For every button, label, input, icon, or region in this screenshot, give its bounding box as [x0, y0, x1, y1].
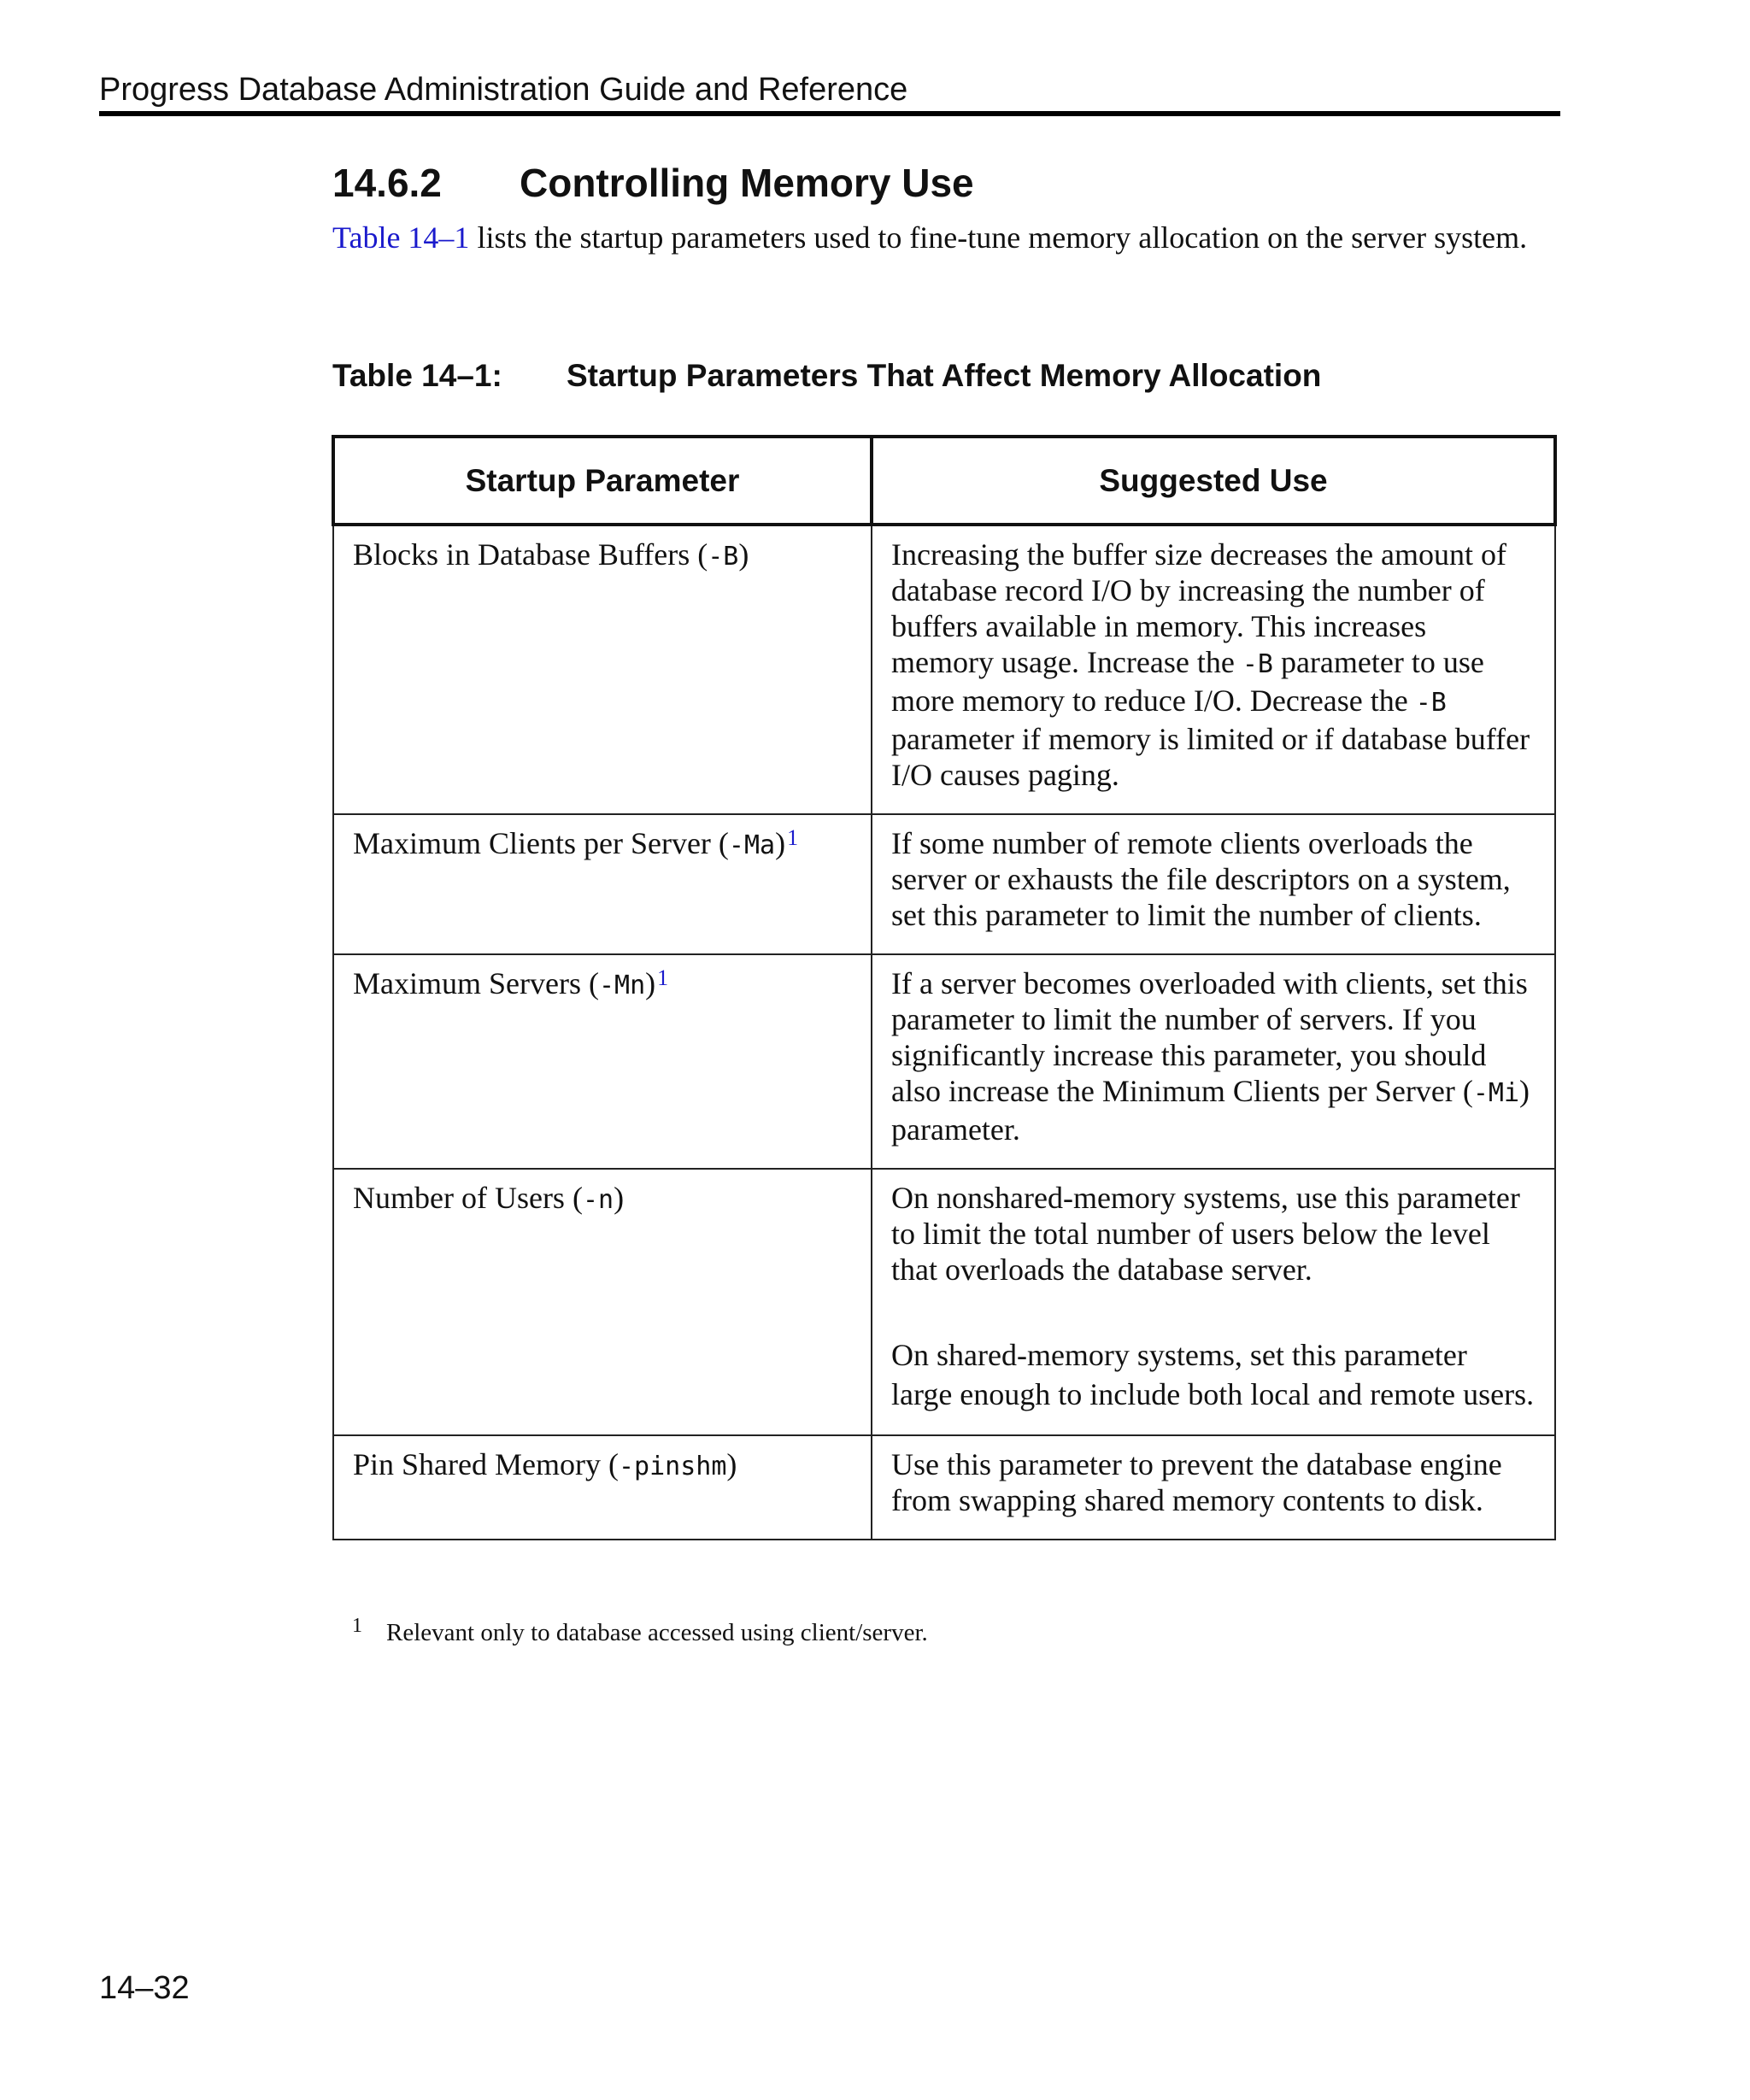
parameter-cell: Pin Shared Memory (-pinshm)	[333, 1435, 872, 1540]
parameter-code: -n	[582, 1185, 614, 1215]
table-row	[333, 1169, 1555, 1435]
parameter-code: -pinshm	[618, 1452, 727, 1481]
inline-code: -Mi	[1472, 1078, 1520, 1108]
section-number: 14.6.2	[332, 161, 442, 205]
section-title: Controlling Memory Use	[520, 161, 974, 205]
intro-text: lists the startup parameters used to fine-tune memory allocation on the server system.	[469, 220, 1528, 255]
table-header-row	[333, 437, 1555, 525]
table-row	[333, 1435, 1555, 1540]
suggested-use-cell: Increasing the buffer size decreases the amount of database record I/O by increasing the number of buffers available in memory. This increases memory usage. Increase the -B parameter to use more memory to reduce I/O. Decrease the -B parameter if memory is limited or if database buffer I/O causes paging.	[872, 525, 1555, 814]
table-cross-reference-link[interactable]: Table 14–1	[332, 220, 470, 255]
table-caption	[332, 350, 1321, 402]
footnote-mark: 1	[352, 1615, 362, 1637]
table-row	[333, 525, 1555, 814]
parameter-cell: Blocks in Database Buffers (-B)	[333, 525, 872, 814]
table-caption-title: Startup Parameters That Affect Memory Allocation	[567, 358, 1322, 393]
suggested-use-cell: If some number of remote clients overloads the server or exhausts the file descriptors on a system, set this parameter to limit the number of clients.	[872, 814, 1555, 954]
suggested-use-cell: Use this parameter to prevent the database engine from swapping shared memory contents to disk.	[872, 1435, 1555, 1540]
page-number: 14–32	[99, 1970, 190, 2006]
parameter-code: -Ma	[728, 830, 776, 860]
parameter-cell: Maximum Servers (-Mn)$^1$	[333, 954, 872, 1169]
footnote-reference-link[interactable]: 1	[787, 825, 799, 850]
column-header-suggested-use: Suggested Use	[872, 437, 1555, 525]
inline-code: -B	[1242, 649, 1273, 679]
table-row	[333, 954, 1555, 1169]
startup-parameters-table	[332, 435, 1557, 1540]
parameter-cell: Maximum Clients per Server (-Ma)$^1$	[333, 814, 872, 954]
inline-code: -B	[1415, 688, 1447, 718]
table-row	[333, 814, 1555, 954]
footnote-reference-link[interactable]: 1	[657, 965, 669, 990]
parameter-code: -B	[708, 542, 739, 572]
parameter-cell: Number of Users (-n)	[333, 1169, 872, 1435]
footnote-text: Relevant only to database accessed using client/server.	[386, 1619, 928, 1646]
section-heading	[332, 157, 974, 208]
header-rule	[99, 111, 1560, 116]
running-header: Progress Database Administration Guide and Reference	[99, 72, 908, 108]
table-footnote	[352, 1613, 928, 1652]
intro-paragraph	[332, 215, 1546, 261]
table-caption-number: Table 14–1:	[332, 358, 502, 393]
suggested-use-cell: If a server becomes overloaded with clients, set this parameter to limit the number of servers. If you significantly increase this parameter, you should also increase the Minimum Clients per Server (-Mi) parameter.	[872, 954, 1555, 1169]
column-header-startup-parameter: Startup Parameter	[333, 437, 872, 525]
suggested-use-cell: On nonshared-memory systems, use this parameter to limit the total number of users below the level that overloads the database server. On shared-memory systems, set this parameter large enough to include both local and remote users.	[872, 1169, 1555, 1435]
parameter-code: -Mn	[598, 971, 646, 1000]
